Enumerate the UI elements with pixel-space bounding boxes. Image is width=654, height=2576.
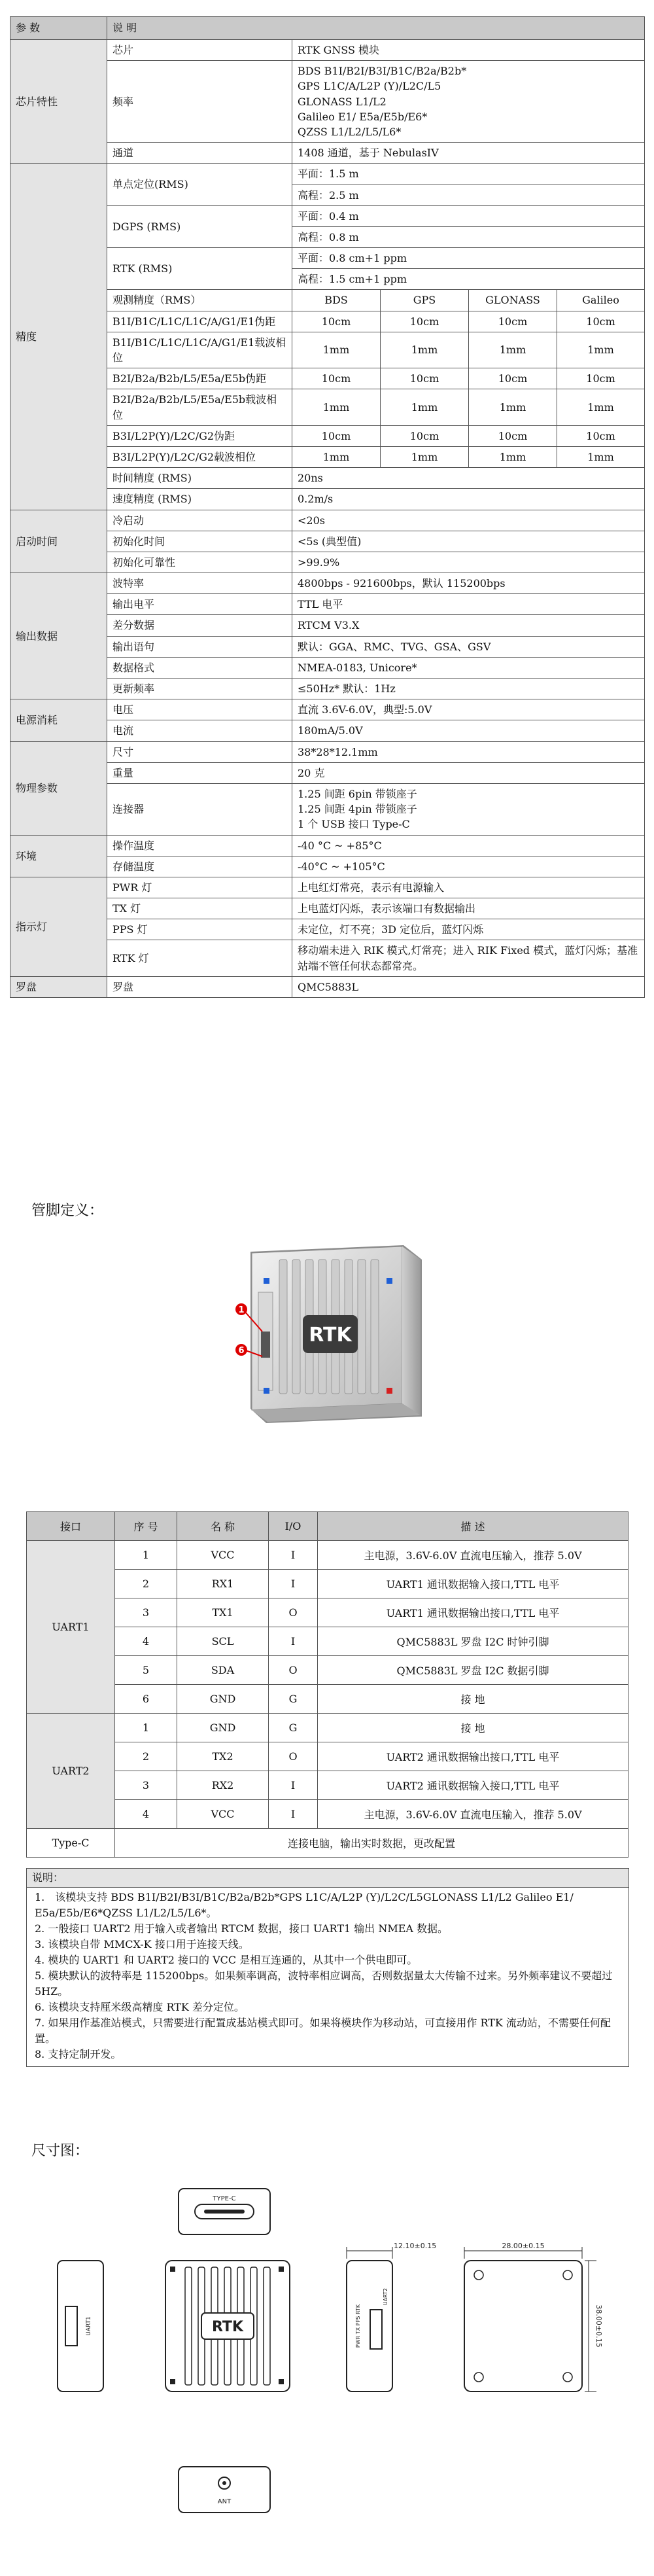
obs-cell: 10cm [469, 425, 557, 446]
pin-header-cell: I/O [269, 1512, 318, 1541]
connector-value [292, 783, 645, 835]
obs-col-bds: BDS [292, 290, 381, 311]
thickness-dimension: 12.10±0.15 [394, 2242, 437, 2250]
dgps-vertical: 高程：0.8 m [292, 226, 645, 247]
pin-no: 1 [115, 1714, 177, 1742]
time-accuracy-label: 时间精度 (RMS) [107, 468, 292, 489]
pin-desc: UART2 通讯数据输出接口,TTL 电平 [318, 1742, 628, 1771]
pin-row [27, 1742, 628, 1771]
pin-desc: UART1 通讯数据输入接口,TTL 电平 [318, 1570, 628, 1598]
spp-horizontal: 平面：1.5 m [292, 164, 645, 185]
weight-label: 重量 [107, 762, 292, 783]
width-dimension: 28.00±0.15 [502, 2242, 545, 2250]
led-value: 未定位，灯不亮；3D 定位后，蓝灯闪烁 [292, 919, 645, 940]
spec-header-desc: 说 明 [107, 17, 645, 40]
power-label: 电流 [107, 720, 292, 741]
callout-pin-6: 6 [238, 1346, 245, 1356]
pin-desc: 主电源，3.6V-6.0V 直流电压输入，推荐 5.0V [318, 1800, 628, 1829]
size-value: 38*28*12.1mm [292, 741, 645, 762]
output-value: ≤50Hz* 默认：1Hz [292, 679, 645, 699]
notes-list [27, 1888, 628, 2066]
pin-io: G [269, 1714, 318, 1742]
dgps-horizontal: 平面：0.4 m [292, 205, 645, 226]
device-brand-text: RTK [309, 1324, 352, 1347]
note-item: 6. 该模块支持厘米级高精度 RTK 差分定位。 [35, 2001, 245, 2013]
pin-row [27, 1656, 628, 1685]
pin-no: 3 [115, 1771, 177, 1800]
typec-label: Type-C [27, 1829, 115, 1858]
weight-value: 20 克 [292, 762, 645, 783]
pin-row [27, 1685, 628, 1714]
obs-row-label: B1I/B1C/L1C/L1C/A/G1/E1载波相位 [107, 332, 292, 368]
led-label: TX 灯 [107, 898, 292, 919]
output-label: 输出语句 [107, 636, 292, 657]
chip-value: RTK GNSS 模块 [292, 40, 645, 61]
front-view-drawing [162, 2257, 293, 2395]
pin-no: 5 [115, 1656, 177, 1685]
obs-row-label: B3I/L2P(Y)/L2C/G2载波相位 [107, 446, 292, 467]
uart2-label: UART2 [27, 1714, 115, 1829]
obs-cell: 1mm [469, 389, 557, 425]
compass-value: QMC5883L [292, 976, 645, 997]
dgps-label: DGPS (RMS) [107, 205, 292, 247]
led-value: 上电蓝灯闪烁，表示该端口有数据输出 [292, 898, 645, 919]
freq-line: QZSS L1/L2/L5/L6* [298, 125, 402, 138]
typec-desc: 连接电脑，输出实时数据，更改配置 [115, 1829, 628, 1858]
led-value: 上电红灯常亮，表示有电源输入 [292, 877, 645, 898]
front-view-brand: RTK [211, 2319, 244, 2335]
pin-no: 2 [115, 1742, 177, 1771]
pin-table [26, 1511, 628, 1858]
obs-cell: 1mm [292, 446, 381, 467]
output-value: TTL 电平 [292, 594, 645, 615]
output-value: RTCM V3.X [292, 615, 645, 636]
pin-desc: 主电源，3.6V-6.0V 直流电压输入，推荐 5.0V [318, 1541, 628, 1570]
velocity-accuracy-label: 速度精度 (RMS) [107, 489, 292, 510]
side-view-drawing [340, 2238, 437, 2395]
rtk-label: RTK (RMS) [107, 248, 292, 290]
spp-label: 单点定位(RMS) [107, 164, 292, 205]
category-physical: 物理参数 [10, 741, 107, 835]
pin-desc: UART2 通讯数据输入接口,TTL 电平 [318, 1771, 628, 1800]
category-chip: 芯片特性 [10, 40, 107, 164]
left-view-drawing [51, 2257, 110, 2395]
output-label: 输出电平 [107, 594, 292, 615]
channel-label: 通道 [107, 143, 292, 164]
pin-row [27, 1771, 628, 1800]
connector-label: 连接器 [107, 783, 292, 835]
pin-row [27, 1829, 628, 1858]
pin-row [27, 1627, 628, 1656]
pin-name: GND [177, 1714, 269, 1742]
power-value: 180mA/5.0V [292, 720, 645, 741]
pin-no: 4 [115, 1627, 177, 1656]
obs-cell: 1mm [381, 389, 469, 425]
pin-io: I [269, 1771, 318, 1800]
note-item: 4. 模块的 UART1 和 UART2 接口的 VCC 是相互连通的，从其中一个供电即可。 [35, 1954, 418, 1966]
obs-col-gps: GPS [381, 290, 469, 311]
note-item: 5. 模块默认的波特率是 115200bps。如果频率调高，波特率相应调高，否则数据量太大传输不过来。另外频率建议不要超过 5HZ。 [35, 1969, 613, 1998]
callout-pin-1: 1 [238, 1305, 245, 1315]
pin-name: RX1 [177, 1570, 269, 1598]
pin-row [27, 1714, 628, 1742]
spp-vertical: 高程：2.5 m [292, 185, 645, 205]
pin-name: VCC [177, 1800, 269, 1829]
pin-header-cell: 描 述 [318, 1512, 628, 1541]
obs-cell: 1mm [469, 332, 557, 368]
spec-header-row [10, 17, 645, 40]
pin-io: O [269, 1598, 318, 1627]
pin-name: SDA [177, 1656, 269, 1685]
spec-header-param: 参 数 [10, 17, 107, 40]
freq-label: 频率 [107, 61, 292, 143]
power-value: 直流 3.6V-6.0V，典型:5.0V [292, 699, 645, 720]
chip-label: 芯片 [107, 40, 292, 61]
pin-row [27, 1541, 628, 1570]
size-label: 尺寸 [107, 741, 292, 762]
pin-header-cell: 接口 [27, 1512, 115, 1541]
uart1-print: UART1 [86, 2316, 92, 2336]
connector-line: 1 个 USB 接口 Type-C [298, 818, 410, 831]
note-item: 1. 该模块支持 BDS B1I/B2I/B3I/B1C/B2a/B2b*GPS L1C/A/L2P (Y)/L2C/L5GLONASS L1/L2 Galileo E1/ E5a/E5b/E6*QZSS L1/L2/L5/L6*。 [35, 1891, 574, 1919]
bottom-view-drawing [175, 2460, 273, 2519]
pin-io: I [269, 1570, 318, 1598]
obs-row-label: B3I/L2P(Y)/L2C/G2伪距 [107, 425, 292, 446]
length-dimension: 38.00±0.15 [594, 2304, 603, 2348]
pin-name: TX2 [177, 1742, 269, 1771]
category-compass: 罗盘 [10, 976, 107, 997]
dimension-heading: 尺寸图： [31, 2143, 90, 2159]
output-value: 默认：GGA、RMC、TVG、GSA、GSV [292, 636, 645, 657]
pin-header-cell: 名 称 [177, 1512, 269, 1541]
note-item: 2. 一般接口 UART2 用于输入或者输出 RTCM 数据，接口 UART1 输出 NMEA 数据。 [35, 1922, 449, 1935]
pin-desc: 接 地 [318, 1714, 628, 1742]
obs-cell: 1mm [557, 332, 645, 368]
obs-col-galileo: Galileo [557, 290, 645, 311]
obs-cell: 1mm [381, 446, 469, 467]
obs-col-glonass: GLONASS [469, 290, 557, 311]
pin-name: SCL [177, 1627, 269, 1656]
freq-value [292, 61, 645, 143]
note-item: 3. 该模块自带 MMCX-K 接口用于连接天线。 [35, 1938, 249, 1950]
typec-print: TYPE-C [213, 2195, 236, 2202]
pin-name: RX2 [177, 1771, 269, 1800]
notes-title: 说明： [27, 1869, 628, 1888]
obs-cell: 1mm [292, 332, 381, 368]
obs-cell: 1mm [557, 389, 645, 425]
pin-desc: QMC5883L 罗盘 I2C 数据引脚 [318, 1656, 628, 1685]
obs-cell: 10cm [381, 425, 469, 446]
pin-io: I [269, 1541, 318, 1570]
obs-cell: 1mm [469, 446, 557, 467]
back-view-drawing [458, 2238, 602, 2395]
pin-io: O [269, 1656, 318, 1685]
obs-row-label: B2I/B2a/B2b/L5/E5a/E5b载波相位 [107, 389, 292, 425]
startup-value: <20s [292, 510, 645, 531]
obs-cell: 10cm [557, 425, 645, 446]
pin-row [27, 1598, 628, 1627]
pin-header-cell: 序 号 [115, 1512, 177, 1541]
obs-cell: 1mm [292, 389, 381, 425]
channel-value: 1408 通道，基于 NebulasIV [292, 143, 645, 164]
output-value: NMEA-0183, Unicore* [292, 657, 645, 678]
pin-io: O [269, 1742, 318, 1771]
top-view-drawing [175, 2182, 273, 2241]
pin-row [27, 1800, 628, 1829]
device-photo [232, 1240, 441, 1430]
obs-row-label: B1I/B1C/L1C/L1C/A/G1/E1伪距 [107, 311, 292, 332]
rtk-horizontal: 平面：0.8 cm+1 ppm [292, 248, 645, 269]
compass-label: 罗盘 [107, 976, 292, 997]
notes-box [26, 1868, 629, 2067]
pin-no: 1 [115, 1541, 177, 1570]
category-power: 电源消耗 [10, 699, 107, 741]
env-value: -40°C ~ +105°C [292, 856, 645, 877]
freq-line: BDS B1I/B2I/B3I/B1C/B2a/B2b* [298, 65, 467, 78]
ant-print: ANT [217, 2498, 232, 2505]
led-label: PWR 灯 [107, 877, 292, 898]
obs-label: 观测精度（RMS） [107, 290, 292, 311]
output-label: 更新频率 [107, 679, 292, 699]
led-value: 移动端未进入 RIK 模式,灯常亮；进入 RIK Fixed 模式，蓝灯闪烁；基准站端不管任何状态都常亮。 [292, 940, 645, 976]
connector-line: 1.25 间距 4pin 带锁座子 [298, 803, 417, 816]
category-startup: 启动时间 [10, 510, 107, 573]
pin-name: GND [177, 1685, 269, 1714]
output-label: 波特率 [107, 573, 292, 594]
category-environment: 环境 [10, 835, 107, 877]
startup-label: 冷启动 [107, 510, 292, 531]
velocity-accuracy-value: 0.2m/s [292, 489, 645, 510]
startup-label: 初始化时间 [107, 531, 292, 552]
obs-cell: 1mm [381, 332, 469, 368]
freq-line: GPS L1C/A/L2P (Y)/L2C/L5 [298, 80, 441, 93]
obs-cell: 10cm [381, 368, 469, 389]
rtk-vertical: 高程：1.5 cm+1 ppm [292, 269, 645, 290]
pin-no: 3 [115, 1598, 177, 1627]
output-label: 差分数据 [107, 615, 292, 636]
obs-cell: 10cm [469, 368, 557, 389]
obs-cell: 10cm [381, 311, 469, 332]
spec-table [10, 16, 645, 998]
pin-desc: 接 地 [318, 1685, 628, 1714]
category-output: 输出数据 [10, 573, 107, 699]
pin-no: 6 [115, 1685, 177, 1714]
uart2-print: UART2 [383, 2287, 388, 2306]
startup-value: <5s (典型值) [292, 531, 645, 552]
led-label: PPS 灯 [107, 919, 292, 940]
pin-desc: UART1 通讯数据输出接口,TTL 电平 [318, 1598, 628, 1627]
pin-definition-heading: 管脚定义： [31, 1203, 104, 1219]
obs-cell: 10cm [292, 425, 381, 446]
freq-line: GLONASS L1/L2 [298, 95, 387, 108]
pin-io: I [269, 1800, 318, 1829]
pin-desc: QMC5883L 罗盘 I2C 时钟引脚 [318, 1627, 628, 1656]
pin-name: TX1 [177, 1598, 269, 1627]
env-value: -40 °C ~ +85°C [292, 835, 645, 856]
note-item: 8. 支持定制开发。 [35, 2048, 122, 2060]
pin-io: G [269, 1685, 318, 1714]
obs-cell: 10cm [292, 368, 381, 389]
output-label: 数据格式 [107, 657, 292, 678]
connector-line: 1.25 间距 6pin 带锁座子 [298, 787, 417, 800]
pin-no: 2 [115, 1570, 177, 1598]
startup-value: >99.9% [292, 552, 645, 573]
obs-cell: 10cm [557, 368, 645, 389]
led-label: RTK 灯 [107, 940, 292, 976]
pin-io: I [269, 1627, 318, 1656]
obs-cell: 1mm [557, 446, 645, 467]
note-item: 7. 如果用作基准站模式，只需要进行配置成基站模式即可。如果将模块作为移动站，可直接用作 RTK 流动站，不需要任何配置。 [35, 2017, 611, 2045]
category-precision: 精度 [10, 164, 107, 510]
startup-label: 初始化可靠性 [107, 552, 292, 573]
uart1-label: UART1 [27, 1541, 115, 1714]
obs-row-label: B2I/B2a/B2b/L5/E5a/E5b伪距 [107, 368, 292, 389]
pin-name: VCC [177, 1541, 269, 1570]
power-label: 电压 [107, 699, 292, 720]
pin-row [27, 1570, 628, 1598]
env-label: 存储温度 [107, 856, 292, 877]
category-indicator: 指示灯 [10, 877, 107, 976]
output-value: 4800bps - 921600bps，默认 115200bps [292, 573, 645, 594]
pin-header-row [27, 1512, 628, 1541]
obs-cell: 10cm [469, 311, 557, 332]
obs-cell: 10cm [292, 311, 381, 332]
led-print: PWR TX PPS RTK [355, 2304, 361, 2348]
freq-line: Galileo E1/ E5a/E5b/E6* [298, 110, 428, 123]
obs-cell: 10cm [557, 311, 645, 332]
env-label: 操作温度 [107, 835, 292, 856]
time-accuracy-value: 20ns [292, 468, 645, 489]
pin-no: 4 [115, 1800, 177, 1829]
